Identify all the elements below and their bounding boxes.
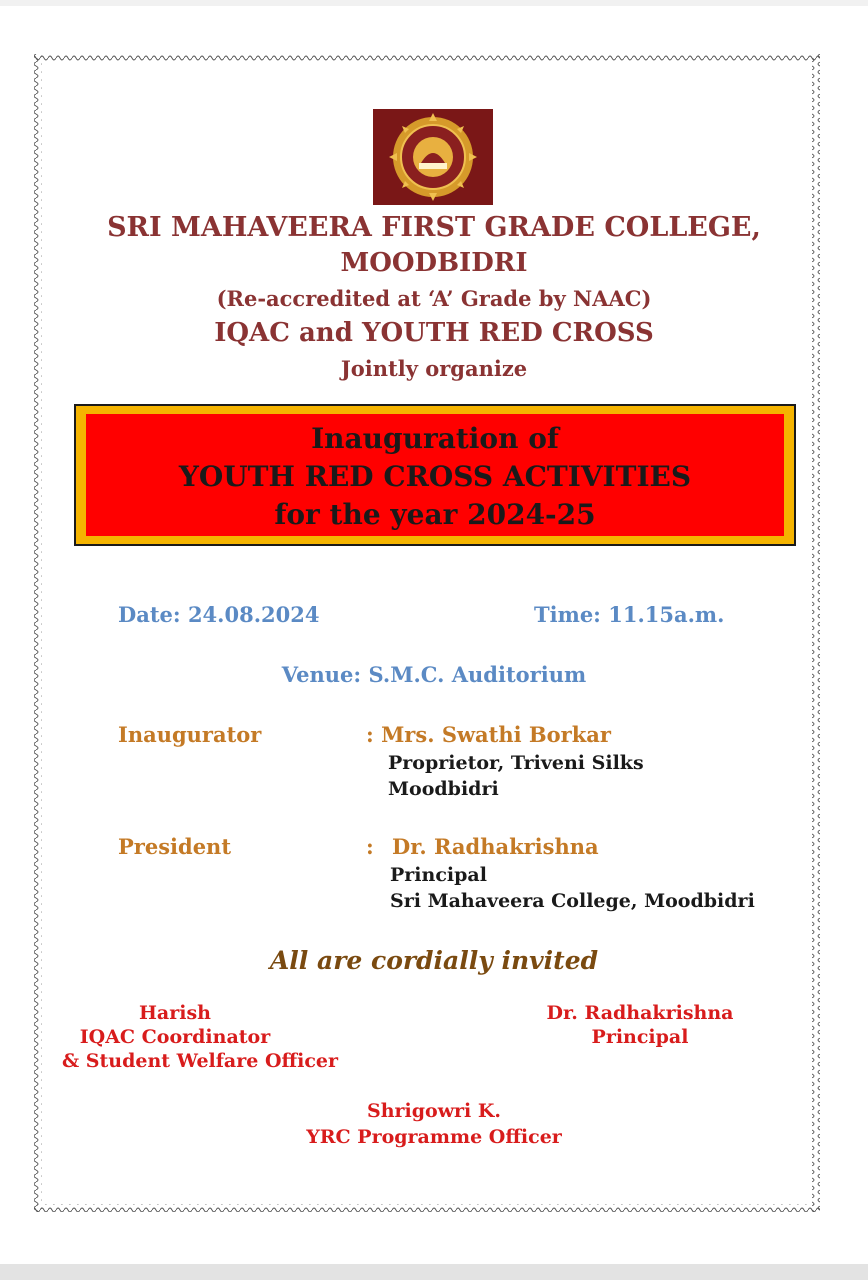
event-banner	[74, 404, 796, 546]
banner-line-3: for the year 2024-25	[274, 498, 596, 531]
signatory-left-title2: & Student Welfare Officer	[62, 1050, 338, 1072]
signatory-bottom-name: Shrigowri K.	[366, 1100, 502, 1122]
sun-emblem-icon	[373, 109, 493, 205]
invitation-text: All are cordially invited	[269, 946, 599, 975]
inaugurator-name: : Mrs. Swathi Borkar	[366, 722, 611, 747]
event-venue: Venue: S.M.C. Auditorium	[281, 662, 587, 687]
accreditation-text: (Re-accredited at ‘A’ Grade by NAAC)	[216, 286, 652, 311]
signatory-left-title1: IQAC Coordinator	[79, 1026, 271, 1048]
president-name: Dr. Radhakrishna	[392, 834, 599, 859]
president-place: Sri Mahaveera College, Moodbidri	[390, 890, 755, 912]
inaugurator-designation: Proprietor, Triveni Silks	[388, 752, 644, 774]
college-name-line2: MOODBIDRI	[340, 248, 528, 278]
inaugurator-place: Moodbidri	[388, 778, 499, 800]
president-role-label: President	[118, 834, 232, 859]
banner-line-2: YOUTH RED CROSS ACTIVITIES	[178, 460, 692, 493]
signatory-left-name: Harish	[138, 1002, 211, 1024]
jointly-organize-text: Jointly organize	[340, 356, 528, 381]
signatory-right-title: Principal	[591, 1026, 689, 1048]
invitation-page	[0, 6, 868, 1264]
president-designation: Principal	[390, 864, 487, 886]
organizers-title: IQAC and YOUTH RED CROSS	[214, 318, 654, 348]
event-time: Time: 11.15a.m.	[534, 602, 725, 627]
signatory-right-name: Dr. Radhakrishna	[546, 1002, 734, 1024]
bottom-shadow	[0, 1264, 868, 1280]
signatory-bottom-title: YRC Programme Officer	[306, 1126, 562, 1148]
event-date: Date: 24.08.2024	[118, 602, 320, 627]
college-seal-logo	[373, 109, 493, 205]
inaugurator-role-label: Inaugurator	[118, 722, 262, 747]
college-name-line1: SRI MAHAVEERA FIRST GRADE COLLEGE,	[107, 212, 761, 243]
event-banner-inner	[86, 414, 784, 536]
president-colon: :	[366, 834, 374, 859]
banner-line-1: Inauguration of	[311, 422, 559, 455]
